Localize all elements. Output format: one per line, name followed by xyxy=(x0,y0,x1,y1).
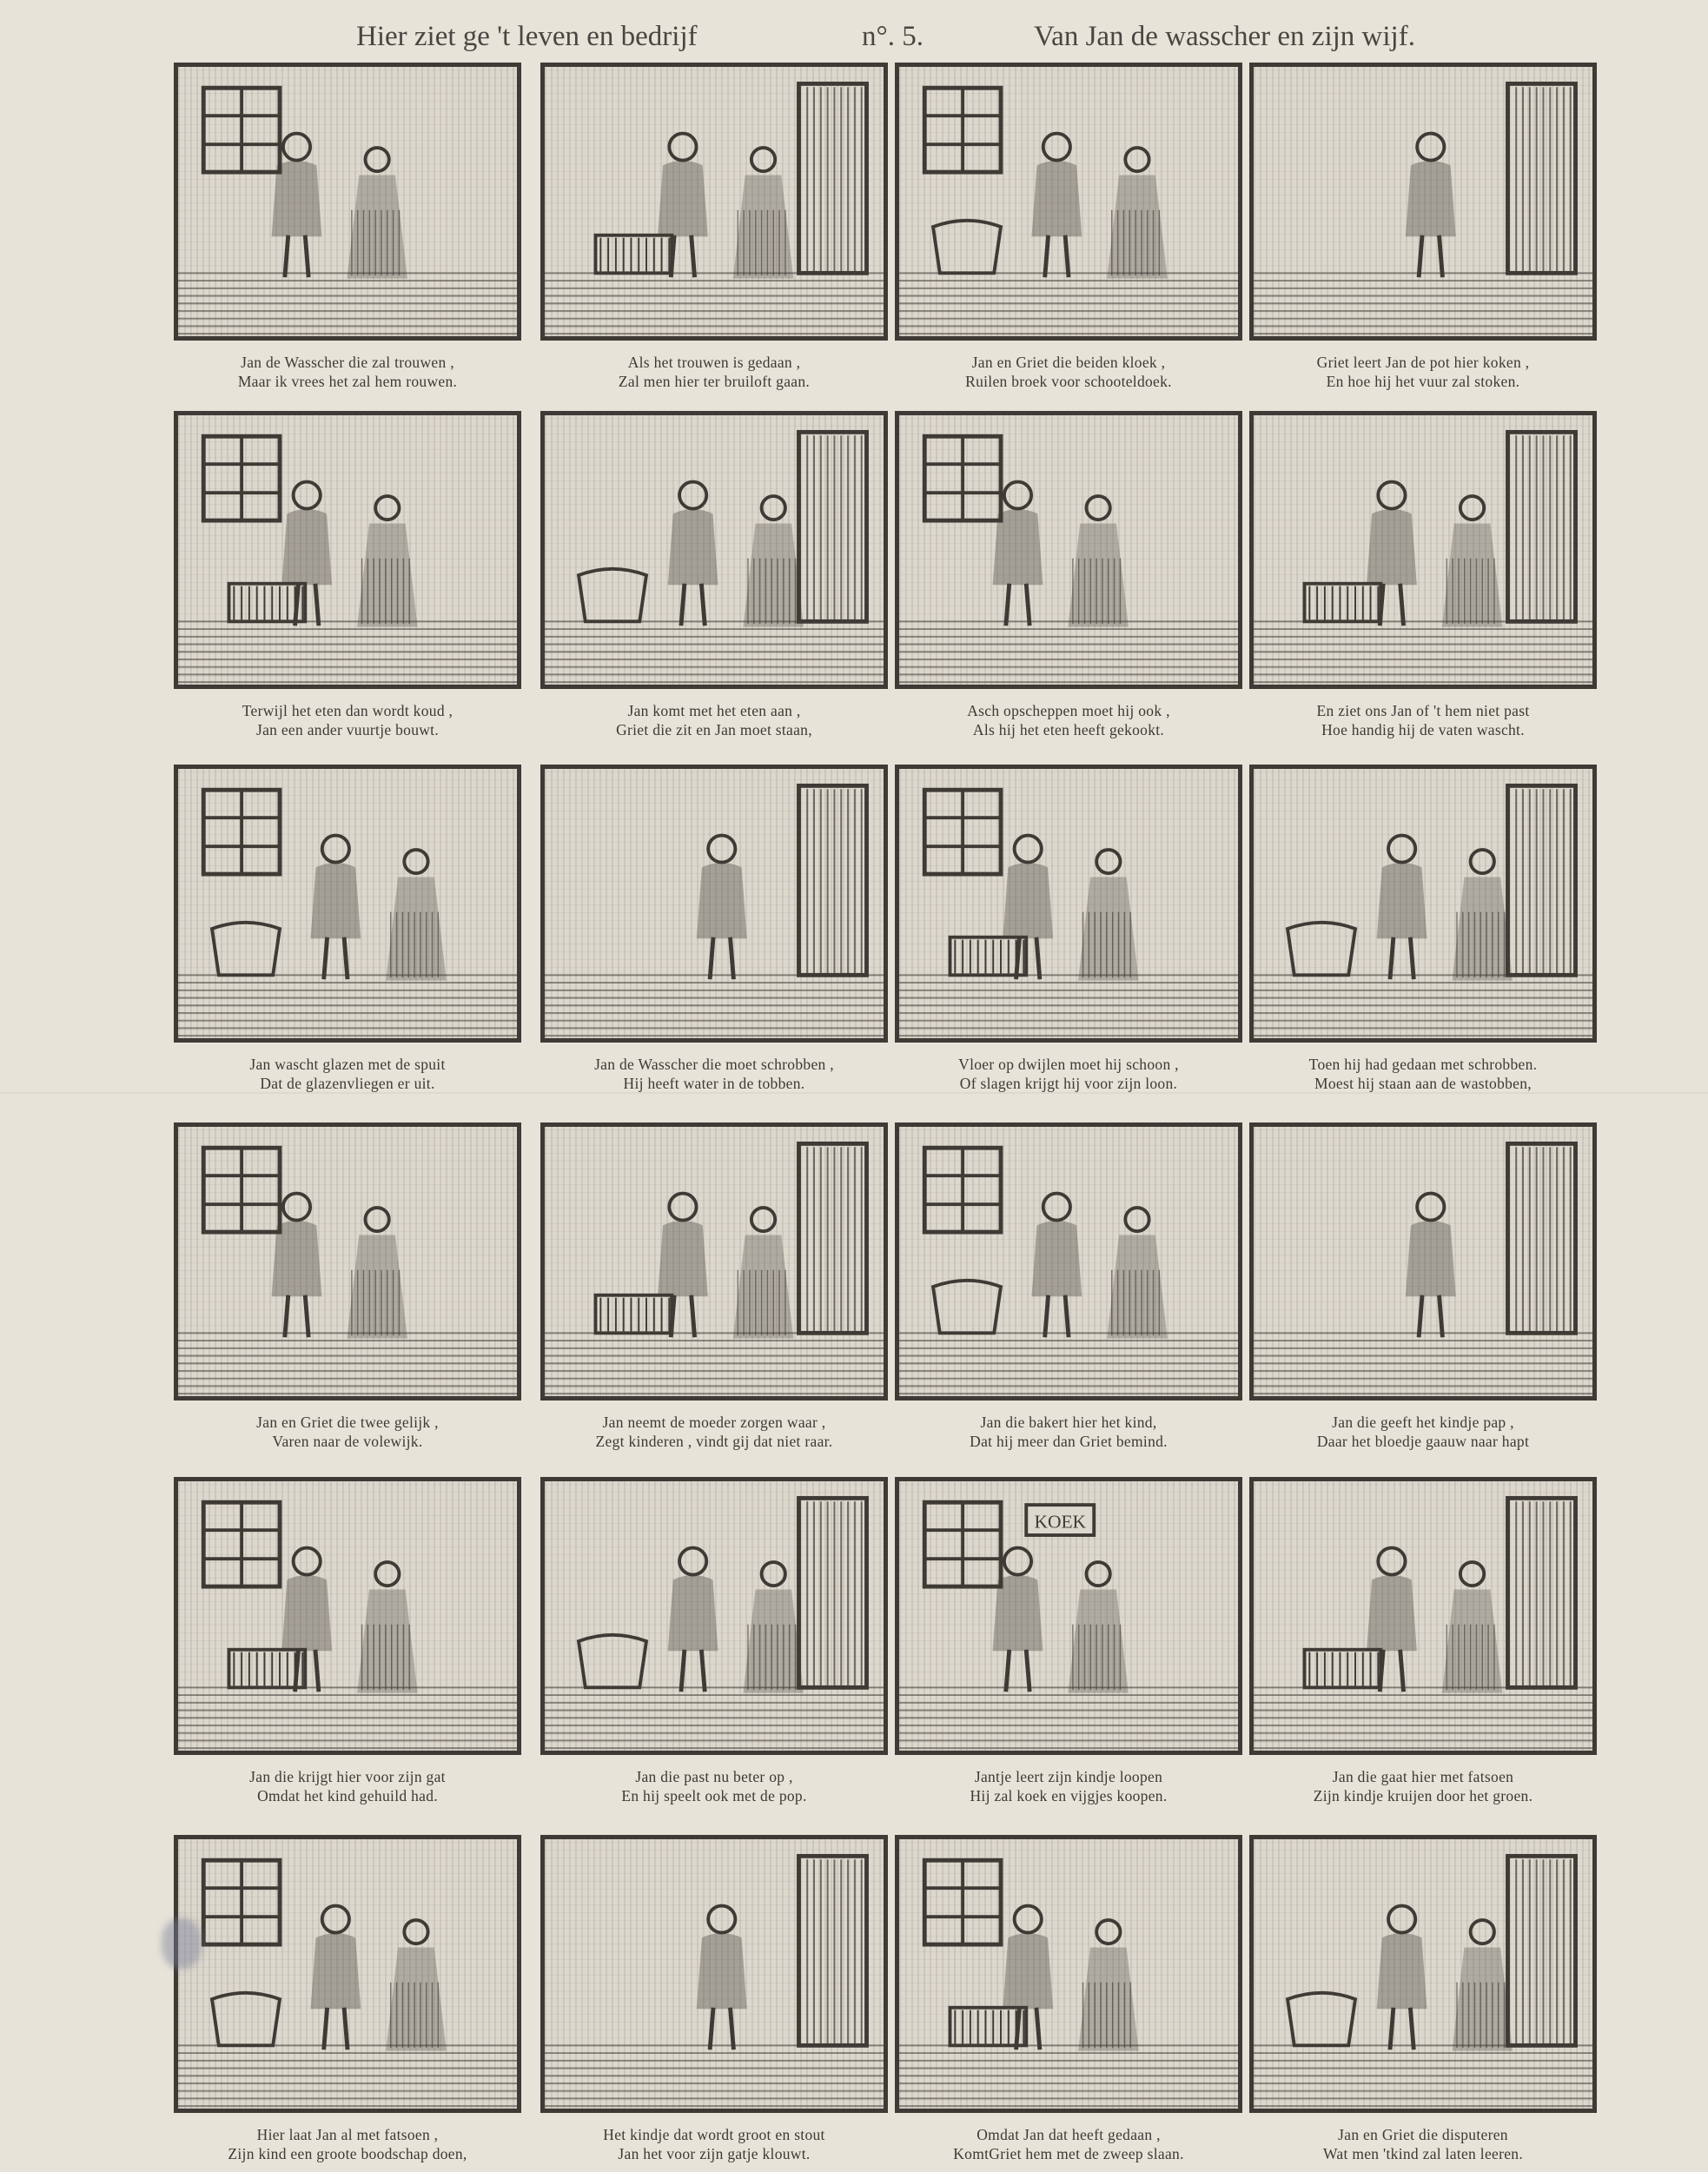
panel-caption xyxy=(1241,2125,1605,2163)
caption-line: Ruilen broek voor schooteldoek. xyxy=(965,373,1172,390)
caption-line: Griet die zit en Jan moet staan, xyxy=(616,721,812,738)
building-fire-scene-icon xyxy=(174,411,521,689)
swaddling-child-scene-icon xyxy=(895,1122,1242,1401)
panel-caption xyxy=(532,353,897,391)
caption-line: Hij heeft water in de tobben. xyxy=(623,1075,805,1092)
caption-line: Dat hij meer dan Griet bemind. xyxy=(970,1433,1168,1450)
cooking-scene-icon xyxy=(1249,63,1597,341)
caption-line: Dat de glazenvliegen er uit. xyxy=(260,1075,435,1092)
caption-line: Jantje leert zijn kindje loopen xyxy=(974,1768,1163,1785)
caption-line: Jan die bakert hier het kind, xyxy=(980,1414,1157,1431)
caption-line: Jan de Wasscher die moet schrobben , xyxy=(594,1056,834,1073)
pushing-cart-scene-icon xyxy=(1249,1477,1597,1755)
sheet-number: n°. 5. xyxy=(862,21,924,52)
caption-line: Varen naar de volewijk. xyxy=(272,1433,423,1450)
svg-text:KOEK: KOEK xyxy=(1034,1511,1087,1533)
caption-line: Als het trouwen is gedaan , xyxy=(627,354,801,371)
mopping-floor-scene-icon xyxy=(895,765,1242,1043)
caption-line: Omdat Jan dat heeft gedaan , xyxy=(976,2126,1161,2143)
panel-caption xyxy=(165,1767,530,1805)
caption-line: Jan en Griet die beiden kloek , xyxy=(971,354,1166,371)
header-title-left: Hier ziet ge 't leven en bedrijf xyxy=(356,21,698,52)
caption-line: Zijn kind een groote boodschap doen, xyxy=(228,2145,467,2162)
caption-line: Maar ik vrees het zal hem rouwen. xyxy=(237,373,458,390)
caption-line: Griet leert Jan de pot hier koken , xyxy=(1316,354,1530,371)
panel-caption xyxy=(886,1055,1251,1093)
sheet-header xyxy=(174,12,1616,57)
shovelling-ash-scene-icon xyxy=(895,411,1242,689)
caption-line: En ziet ons Jan of 't hem niet past xyxy=(1316,702,1530,719)
caption-line: Als hij het eten heeft gekookt. xyxy=(972,721,1165,738)
spanking-scene-icon xyxy=(174,1477,521,1755)
caption-line: Zal men hier ter bruiloft gaan. xyxy=(618,373,811,390)
panel-caption xyxy=(165,1055,530,1093)
caption-line: Terwijl het eten dan wordt koud , xyxy=(242,702,453,719)
caption-line: Hij zal koek en vijgjes koopen. xyxy=(970,1787,1168,1804)
caption-line: Het kindje dat wordt groot en stout xyxy=(603,2126,825,2143)
whipping-scene-icon xyxy=(895,1835,1242,2113)
panel-caption xyxy=(886,2125,1251,2163)
boat-trip-scene-icon xyxy=(174,1122,521,1401)
caption-line: Asch opscheppen moet hij ook , xyxy=(967,702,1170,719)
panel-caption xyxy=(886,353,1251,391)
header-title-right: Van Jan de wasscher en zijn wijf. xyxy=(1034,21,1415,52)
caption-line: Daar het bloedje gaauw naar hapt xyxy=(1316,1433,1530,1450)
washtub-scene-icon xyxy=(1249,765,1597,1043)
caption-line: Jan komt met het eten aan , xyxy=(627,702,801,719)
caption-line: Jan een ander vuurtje bouwt. xyxy=(255,721,440,738)
caption-line: Jan die geeft het kindje pap , xyxy=(1332,1414,1514,1431)
exchange-clothes-scene-icon xyxy=(895,63,1242,341)
caption-line: Jan het voor zijn gatje klouwt. xyxy=(618,2145,811,2162)
panel-caption xyxy=(532,2125,897,2163)
wedding-scene-icon xyxy=(174,63,521,341)
panel-caption xyxy=(532,701,897,739)
caption-line: Moest hij staan aan de wastobben, xyxy=(1314,1075,1532,1092)
panel-caption xyxy=(886,701,1251,739)
caption-line: Jan en Griet die disputeren xyxy=(1338,2126,1508,2143)
caption-line: Of slagen krijgt hij voor zijn loon. xyxy=(959,1075,1178,1092)
caption-line: Omdat het kind gehuild had. xyxy=(257,1787,438,1804)
caption-line: Jan wascht glazen met de spuit xyxy=(249,1056,446,1073)
panel-caption xyxy=(532,1767,897,1805)
caption-line: Jan die past nu beter op , xyxy=(635,1768,793,1785)
panel-caption xyxy=(1241,1767,1605,1805)
panel-caption xyxy=(165,701,530,739)
panel-caption xyxy=(886,1767,1251,1805)
dispute-scene-icon xyxy=(1249,1835,1597,2113)
caption-line: Jan die krijgt hier voor zijn gat xyxy=(249,1768,446,1785)
panel-caption xyxy=(532,1055,897,1093)
caption-line: KomtGriet hem met de zweep slaan. xyxy=(953,2145,1184,2162)
toilet-scene-icon xyxy=(174,1835,521,2113)
ink-smudge xyxy=(162,1918,202,1969)
panel-caption xyxy=(1241,353,1605,391)
panel-caption xyxy=(532,1413,897,1451)
caption-line: Zijn kindje kruijen door het groen. xyxy=(1313,1787,1533,1804)
caption-line: Hier laat Jan al met fatsoen , xyxy=(256,2126,439,2143)
caption-line: Vloer op dwijlen moet hij schoon , xyxy=(958,1056,1179,1073)
caption-line: Jan de Wasscher die zal trouwen , xyxy=(241,354,454,371)
caption-line: Wat men 'tkind zal laten leeren. xyxy=(1323,2145,1523,2162)
caption-line: Zegt kinderen , vindt gij dat niet raar. xyxy=(595,1433,833,1450)
panel-caption xyxy=(1241,1413,1605,1451)
panel-caption xyxy=(165,353,530,391)
playing-doll-scene-icon xyxy=(540,1477,888,1755)
feeding-child-scene-icon xyxy=(1249,1122,1597,1401)
spraying-windows-scene-icon xyxy=(174,765,521,1043)
scratching-child-scene-icon xyxy=(540,1835,888,2113)
panel-caption xyxy=(1241,701,1605,739)
caption-line: Jan die gaat hier met fatsoen xyxy=(1332,1768,1514,1785)
washing-dishes-scene-icon xyxy=(1249,411,1597,689)
teaching-walk-scene-icon xyxy=(895,1477,1242,1755)
panel-caption xyxy=(886,1413,1251,1451)
caption-line: En hij speelt ook met de pop. xyxy=(621,1787,807,1804)
panel-caption xyxy=(165,2125,530,2163)
panel-caption xyxy=(165,1413,530,1451)
nursing-mother-scene-icon xyxy=(540,1122,888,1401)
feast-table-scene-icon xyxy=(540,63,888,341)
caption-line: Hoe handig hij de vaten wascht. xyxy=(1321,721,1525,738)
caption-line: Jan en Griet die twee gelijk , xyxy=(256,1414,439,1431)
caption-line: Jan neemt de moeder zorgen waar , xyxy=(602,1414,826,1431)
panel-caption xyxy=(1241,1055,1605,1093)
serving-food-scene-icon xyxy=(540,411,888,689)
caption-line: En hoe hij het vuur zal stoken. xyxy=(1326,373,1520,390)
scrubbing-scene-icon xyxy=(540,765,888,1043)
caption-line: Toen hij had gedaan met schrobben. xyxy=(1308,1056,1538,1073)
